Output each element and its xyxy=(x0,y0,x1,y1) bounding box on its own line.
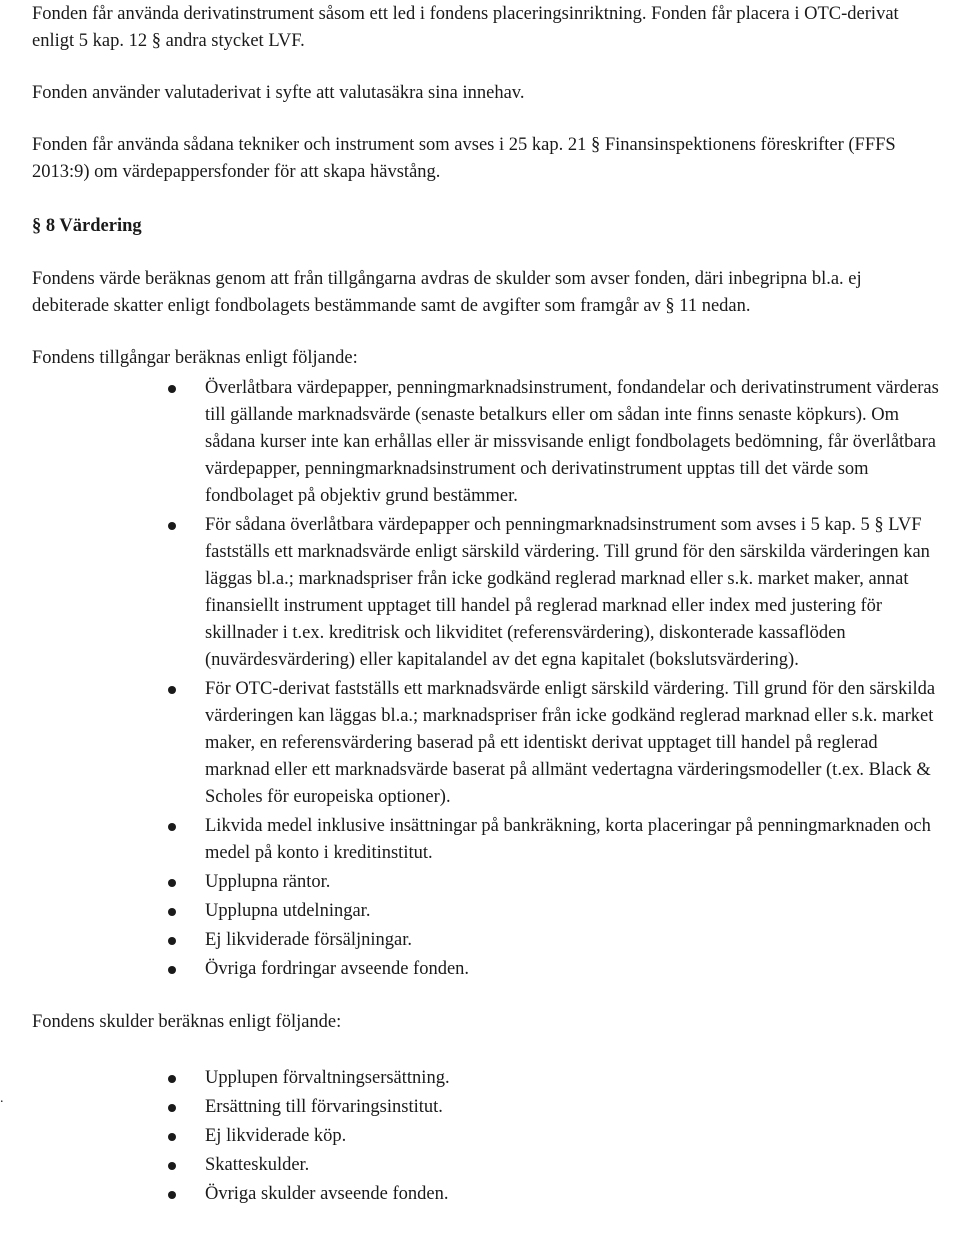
list-item xyxy=(32,813,942,867)
list-item xyxy=(32,1123,942,1150)
list-item xyxy=(32,1094,942,1121)
list-item xyxy=(32,1152,942,1179)
paragraph-liabilities-intro: Fondens skulder beräknas enligt följande: xyxy=(32,1012,342,1032)
bullet-icon xyxy=(168,823,176,831)
bullet-icon xyxy=(168,908,176,916)
list-item-text: Upplupna utdelningar. xyxy=(205,901,371,921)
list-item xyxy=(32,898,942,925)
bullet-icon xyxy=(168,879,176,887)
paragraph-assets-intro: Fondens tillgångar beräknas enligt följande: xyxy=(32,348,358,368)
list-item-text: Övriga skulder avseende fonden. xyxy=(205,1184,449,1204)
list-item-text: Ej likviderade köp. xyxy=(205,1126,347,1146)
list-item xyxy=(32,869,942,896)
list-item-text: För sådana överlåtbara värdepapper och penningmarknadsinstrument som avses i 5 kap. 5 § LVF fastställs ett marknadsvärde enligt särskild värdering. Till grund för den särskilda värderingen kan läggas bl.a.; marknadspriser från icke godkänd reglerad marknad eller s.k. market maker, annat finansiellt instrument upptaget till handel på reglerad marknad eller index med justering för skillnader i t.ex. kreditrisk och likviditet (referensvärdering), diskonterade kassaflöden (nuvärdesvärdering) eller kapitalandel av det egna kapitalet (bokslutsvärdering). xyxy=(205,515,930,670)
list-item xyxy=(32,956,942,983)
list-item-text: Upplupna räntor. xyxy=(205,872,331,892)
list-item xyxy=(32,676,942,811)
stray-mark: . xyxy=(0,1091,4,1106)
list-item-text: Övriga fordringar avseende fonden. xyxy=(205,959,470,979)
bullet-icon xyxy=(168,1191,176,1199)
list-item xyxy=(32,375,942,510)
list-item-text: Upplupen förvaltningsersättning. xyxy=(205,1068,450,1088)
assets-list xyxy=(32,375,942,983)
liabilities-list xyxy=(32,1065,942,1208)
paragraph-leverage: Fonden får använda sådana tekniker och instrument som avses i 25 kap. 21 § Finansinspektionens föreskrifter (FFFS 2013:9) om värdepappersfonder för att skapa hävstång. xyxy=(32,135,896,182)
bullet-icon xyxy=(168,966,176,974)
list-item-text: Ersättning till förvaringsinstitut. xyxy=(205,1097,443,1117)
list-item xyxy=(32,512,942,674)
bullet-icon xyxy=(168,937,176,945)
paragraph-derivatives: Fonden får använda derivatinstrument såsom ett led i fondens placeringsinriktning. Fonden får placera i OTC-derivat enligt 5 kap. 12 § andra stycket LVF. xyxy=(32,4,899,51)
document-body xyxy=(32,0,942,1208)
list-item xyxy=(32,1065,942,1092)
list-item xyxy=(32,927,942,954)
paragraph-currency-hedging: Fonden använder valutaderivat i syfte att valutasäkra sina innehav. xyxy=(32,83,525,103)
list-item-text: Likvida medel inklusive insättningar på bankräkning, korta placeringar på penningmarknaden och medel på konto i kreditinstitut. xyxy=(205,816,931,863)
list-item-text: Överlåtbara värdepapper, penningmarknadsinstrument, fondandelar och derivatinstrument värderas till gällande marknadsvärde (senaste betalkurs eller om sådan inte finns senaste köpkurs). Om sådana kurser inte kan erhållas eller är missvisande enligt fondbolagets bedömning, får överlåtbara värdepapper, penningmarknadsinstrument och derivatinstrument upptas till det värde som fondbolaget på objektiv grund bestämmer. xyxy=(205,378,939,506)
list-item-text: För OTC-derivat fastställs ett marknadsvärde enligt särskild värdering. Till grund för den särskilda värderingen kan läggas bl.a.; marknadspriser från icke godkänd reglerad marknad eller s.k. market maker, en referensvärdering baserad på ett identiskt derivat upptaget till handel på reglerad marknad eller ett marknadsvärde baserat på allmänt vedertagna värderingsmodeller (t.ex. Black & Scholes för europeiska optioner). xyxy=(205,679,936,807)
bullet-icon xyxy=(168,522,176,530)
section-heading-valuation: § 8 Värdering xyxy=(32,216,142,236)
bullet-icon xyxy=(168,1075,176,1083)
bullet-icon xyxy=(168,385,176,393)
list-item xyxy=(32,1181,942,1208)
bullet-icon xyxy=(168,1162,176,1170)
paragraph-fund-value: Fondens värde beräknas genom att från tillgångarna avdras de skulder som avser fonden, däri inbegripna bl.a. ej debiterade skatter enligt fondbolagets bestämmande samt de avgifter som framgår av § 11 nedan. xyxy=(32,269,862,316)
list-item-text: Ej likviderade försäljningar. xyxy=(205,930,413,950)
bullet-icon xyxy=(168,686,176,694)
list-item-text: Skatteskulder. xyxy=(205,1155,310,1175)
bullet-icon xyxy=(168,1133,176,1141)
bullet-icon xyxy=(168,1104,176,1112)
